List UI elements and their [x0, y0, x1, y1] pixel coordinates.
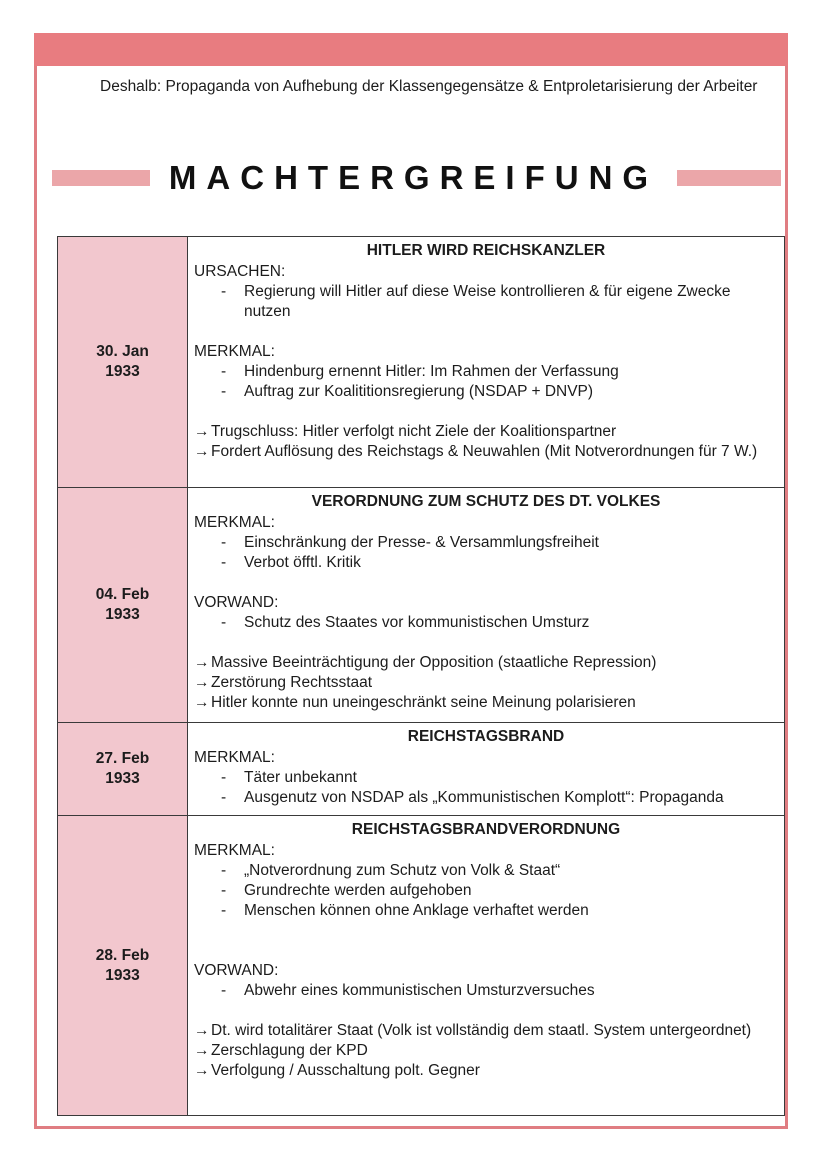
date-cell [58, 723, 188, 816]
list-item [194, 788, 778, 808]
content-cell [188, 816, 785, 1116]
dash-symbol: - [221, 862, 227, 879]
content-cell [188, 237, 785, 488]
date-day: 30. Jan [96, 343, 149, 360]
table-row [58, 723, 785, 816]
date-cell [58, 488, 188, 723]
date-cell [58, 816, 188, 1116]
conclusion-item [194, 653, 778, 673]
conclusion-text: Verfolgung / Ausschaltung polt. Gegner [211, 1062, 480, 1079]
conclusion-item [194, 442, 778, 462]
list-item [194, 362, 778, 382]
date-year: 1933 [105, 770, 140, 787]
date-day: 04. Feb [95, 586, 150, 603]
list-item [194, 382, 778, 402]
event-heading: REICHSTAGSBRAND [407, 728, 565, 745]
table-row [58, 816, 785, 1116]
list-item [194, 553, 778, 573]
conclusion-item [194, 673, 778, 693]
dash-symbol: - [221, 363, 227, 380]
title-decoration-left [52, 170, 150, 186]
list-item [194, 861, 778, 881]
list-item-text: Grundrechte werden aufgehoben [244, 882, 472, 899]
event-heading: REICHSTAGSBRANDVERORDNUNG [351, 821, 621, 838]
conclusion-item [194, 422, 778, 442]
list-item-text: Abwehr eines kommunistischen Umsturzversuches [244, 982, 595, 999]
title-row [0, 158, 828, 198]
timeline-table [57, 236, 785, 1116]
section-label: MERKMAL: [194, 514, 275, 531]
dash-symbol: - [221, 383, 227, 400]
conclusion-text: Hitler konnte nun uneingeschränkt seine Meinung polarisieren [211, 694, 636, 711]
arrow-right-icon: → [194, 1062, 210, 1079]
conclusion-text: Zerstörung Rechtsstaat [211, 674, 373, 691]
content-cell [188, 723, 785, 816]
arrow-right-icon: → [194, 654, 210, 671]
section-label: URSACHEN: [194, 263, 286, 280]
list-item-text: „Notverordnung zum Schutz von Volk & Staat“ [244, 862, 561, 879]
dash-symbol: - [221, 614, 227, 631]
list-item [194, 768, 778, 788]
dash-symbol: - [221, 554, 227, 571]
section-label: MERKMAL: [194, 749, 275, 766]
conclusion-item [194, 1021, 778, 1041]
list-item-text: Regierung will Hitler auf diese Weise kontrollieren & für eigene Zwecke nutzen [244, 283, 731, 320]
list-item-text: Menschen können ohne Anklage verhaftet werden [244, 902, 589, 919]
conclusion-text: Zerschlagung der KPD [211, 1042, 368, 1059]
list-item [194, 282, 778, 322]
conclusion-item [194, 1041, 778, 1061]
section-label: VORWAND: [194, 962, 279, 979]
date-year: 1933 [105, 363, 140, 380]
dash-symbol: - [221, 982, 227, 999]
dash-symbol: - [221, 769, 227, 786]
arrow-right-icon: → [194, 443, 210, 460]
top-accent-bar [34, 33, 788, 66]
conclusion-text: Fordert Auflösung des Reichstags & Neuwahlen (Mit Notverordnungen für 7 W.) [211, 443, 758, 460]
date-day: 27. Feb [95, 750, 150, 767]
section-label: VORWAND: [194, 594, 279, 611]
conclusion-text: Trugschluss: Hitler verfolgt nicht Ziele der Koalitionspartner [211, 423, 617, 440]
title-decoration-right [677, 170, 781, 186]
table-row [58, 237, 785, 488]
dash-symbol: - [221, 283, 227, 300]
dash-symbol: - [221, 882, 227, 899]
content-cell [188, 488, 785, 723]
conclusion-item [194, 693, 778, 713]
date-day: 28. Feb [95, 946, 150, 964]
conclusion-text: Dt. wird totalitärer Staat (Volk ist vollständig dem staatl. System untergeordnet) [211, 1022, 752, 1039]
list-item-text: Einschränkung der Presse- & Versammlungsfreiheit [244, 534, 599, 551]
event-heading: HITLER WIRD REICHSKANZLER [366, 242, 606, 259]
arrow-right-icon: → [194, 674, 210, 691]
intro-text: Deshalb: Propaganda von Aufhebung der Klassengegensätze & Entproletarisierung der Arbeiter [100, 78, 758, 95]
dash-symbol: - [221, 534, 227, 551]
list-item-text: Täter unbekannt [244, 769, 357, 786]
arrow-right-icon: → [194, 1042, 210, 1059]
conclusion-item [194, 1061, 778, 1081]
list-item [194, 881, 778, 901]
list-item-text: Hindenburg ernennt Hitler: Im Rahmen der Verfassung [244, 363, 619, 380]
arrow-right-icon: → [194, 694, 210, 711]
list-item-text: Auftrag zur Koalititionsregierung (NSDAP + DNVP) [244, 383, 594, 400]
date-year: 1933 [105, 966, 140, 984]
section-label: MERKMAL: [194, 842, 275, 859]
list-item [194, 981, 778, 1001]
section-label: MERKMAL: [194, 343, 275, 360]
list-item-text: Ausgenutz von NSDAP als „Kommunistischen Komplott“: Propaganda [244, 789, 724, 806]
page-title: MACHTERGREIFUNG [168, 159, 659, 196]
list-item-text: Schutz des Staates vor kommunistischen Umsturz [244, 614, 590, 631]
list-item-text: Verbot öfftl. Kritik [244, 554, 361, 571]
list-item [194, 533, 778, 553]
event-heading: VERORDNUNG ZUM SCHUTZ DES DT. VOLKES [311, 493, 661, 510]
date-cell [58, 237, 188, 488]
list-item [194, 901, 778, 921]
conclusion-text: Massive Beeinträchtigung der Opposition (staatliche Repression) [211, 654, 657, 671]
list-item [194, 613, 778, 633]
arrow-right-icon: → [194, 1022, 210, 1039]
dash-symbol: - [221, 789, 227, 806]
arrow-right-icon: → [194, 423, 210, 440]
table-row [58, 488, 785, 723]
date-year: 1933 [105, 606, 140, 623]
dash-symbol: - [221, 902, 227, 919]
